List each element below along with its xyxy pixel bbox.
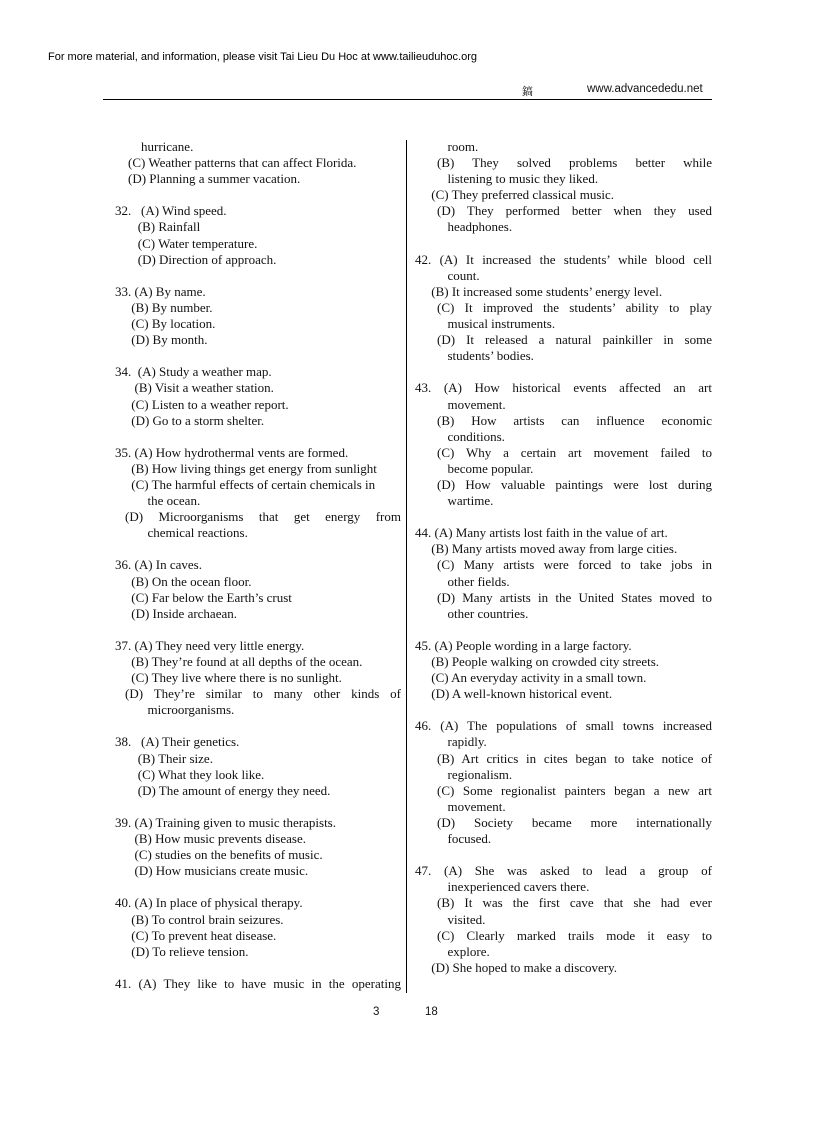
- line-gap: [415, 364, 712, 380]
- text-line: headphones.: [415, 219, 513, 235]
- site-banner: For more material, and information, please visit Tai Lieu Du Hoc at www.tailieuduhoc.org: [48, 51, 477, 63]
- text-line: (B) People walking on crowded city streets.: [415, 654, 660, 669]
- left-column: [115, 139, 401, 992]
- text-line: 42. (A) It increased the students’ while blood cell: [415, 251, 712, 267]
- text-line: (C) They live where there is no sunlight.: [115, 670, 342, 686]
- text-line: 34. (A) Study a weather map.: [115, 364, 272, 380]
- text-line: (D) Planning a summer vacation.: [115, 171, 301, 187]
- text-line: (C) Clearly marked trails mode it easy to: [437, 927, 712, 943]
- text-line: chemical reactions.: [115, 525, 248, 541]
- text-line: 40. (A) In place of physical therapy.: [115, 895, 303, 911]
- text-line: musical instruments.: [415, 316, 556, 332]
- line-gap: [115, 268, 401, 284]
- text-line: visited.: [415, 911, 486, 927]
- text-line: become popular.: [415, 460, 534, 476]
- text-line: 36. (A) In caves.: [115, 557, 202, 573]
- text-line: (B) Their size.: [115, 750, 213, 766]
- text-line: (B) To control brain seizures.: [115, 911, 284, 927]
- text-line: (C) An everyday activity in a small town.: [415, 670, 647, 686]
- text-line: (B) They’re found at all depths of the ocean.: [115, 654, 363, 669]
- header-rule: [103, 99, 712, 100]
- text-line: (D) Inside archaean.: [115, 605, 237, 621]
- text-line: 39. (A) Training given to music therapists.: [115, 814, 336, 830]
- text-line: 45. (A) People wording in a large factory.: [415, 637, 632, 653]
- text-line: (D) Go to a storm shelter.: [115, 412, 265, 428]
- text-line: hurricane.: [115, 139, 194, 154]
- line-gap: [415, 509, 712, 525]
- text-line: 41. (A) They like to have music in the operating: [115, 975, 401, 991]
- text-line: (B) How artists can influence economic: [437, 412, 712, 428]
- text-line: (B) Rainfall: [115, 219, 201, 235]
- text-line: (C) Weather patterns that can affect Florida.: [115, 155, 357, 171]
- text-line: (D) She hoped to make a discovery.: [415, 959, 618, 975]
- text-line: room.: [415, 139, 479, 154]
- text-line: focused.: [415, 831, 492, 847]
- text-line: 46. (A) The populations of small towns increased: [415, 718, 712, 734]
- text-line: 37. (A) They need very little energy.: [115, 637, 305, 653]
- column-divider: [406, 140, 407, 993]
- text-line: (D) How valuable paintings were lost during: [437, 476, 712, 492]
- text-line: microorganisms.: [115, 702, 235, 718]
- text-line: (D) It released a natural painkiller in some: [437, 332, 712, 348]
- text-line: (C) studies on the benefits of music.: [115, 847, 323, 863]
- text-line: other fields.: [415, 573, 510, 589]
- text-line: (C) To prevent heat disease.: [115, 927, 277, 943]
- text-line: (C) Many artists were forced to take jobs in: [437, 557, 712, 573]
- line-gap: [115, 187, 401, 203]
- text-line: 44. (A) Many artists lost faith in the value of art.: [415, 525, 668, 541]
- text-line: students’ bodies.: [415, 348, 534, 364]
- text-line: (C) Some regionalist painters began a new art: [437, 782, 712, 798]
- text-line: (D) They’re similar to many other kinds of: [125, 686, 401, 702]
- text-line: listening to music they liked.: [415, 171, 599, 187]
- text-line: (D) How musicians create music.: [115, 863, 309, 879]
- line-gap: [115, 960, 401, 976]
- line-gap: [415, 847, 712, 863]
- line-gap: [115, 348, 401, 364]
- text-line: (B) They solved problems better while: [437, 155, 712, 171]
- text-line: regionalism.: [415, 766, 513, 782]
- text-line: count.: [415, 267, 480, 283]
- page-number-right: 18: [425, 1006, 438, 1018]
- text-line: (D) Direction of approach.: [115, 251, 277, 267]
- text-line: (B) How living things get energy from sunlight: [115, 460, 377, 476]
- header-glyph: 鎬: [522, 85, 533, 98]
- text-line: wartime.: [415, 493, 494, 509]
- text-line: (C) Listen to a weather report.: [115, 396, 289, 412]
- line-gap: [115, 622, 401, 638]
- text-line: (C) They preferred classical music.: [415, 187, 615, 203]
- text-line: (D) By month.: [115, 332, 208, 348]
- right-column: [415, 139, 712, 976]
- text-line: (B) Art critics in cites began to take notice of: [437, 750, 712, 766]
- text-line: (B) Many artists moved away from large cities.: [415, 541, 678, 557]
- text-line: conditions.: [415, 428, 505, 444]
- text-line: the ocean.: [115, 493, 201, 509]
- text-line: (B) It increased some students’ energy level.: [415, 283, 663, 299]
- line-gap: [415, 622, 712, 638]
- text-line: 32. (A) Wind speed.: [115, 203, 227, 219]
- page-number-left: 3: [373, 1006, 380, 1018]
- text-line: 47. (A) She was asked to lead a group of: [415, 863, 712, 879]
- text-line: (B) Visit a weather station.: [115, 380, 274, 396]
- text-line: 43. (A) How historical events affected an art: [415, 380, 712, 396]
- text-line: (D) Microorganisms that get energy from: [125, 509, 401, 525]
- text-line: (C) What they look like.: [115, 766, 265, 782]
- text-line: (D) A well-known historical event.: [415, 686, 613, 702]
- text-line: (D) Society became more internationally: [437, 814, 712, 830]
- text-line: (B) It was the first cave that she had ever: [437, 895, 712, 911]
- text-line: (B) How music prevents disease.: [115, 831, 306, 847]
- text-line: other countries.: [415, 605, 529, 621]
- text-line: (C) The harmful effects of certain chemicals in: [115, 476, 376, 492]
- text-line: movement.: [415, 798, 506, 814]
- text-line: (D) Many artists in the United States moved to: [437, 589, 712, 605]
- text-line: explore.: [415, 943, 490, 959]
- line-gap: [415, 236, 712, 252]
- text-line: 35. (A) How hydrothermal vents are formed.: [115, 444, 349, 460]
- text-line: (D) To relieve tension.: [115, 943, 249, 959]
- line-gap: [115, 429, 401, 445]
- text-line: rapidly.: [415, 734, 487, 750]
- text-line: (C) Why a certain art movement failed to: [437, 444, 712, 460]
- text-line: (C) Far below the Earth’s crust: [115, 589, 292, 605]
- text-line: (B) By number.: [115, 299, 213, 315]
- text-line: (C) Water temperature.: [115, 235, 258, 251]
- text-line: (D) They performed better when they used: [437, 203, 712, 219]
- text-line: (B) On the ocean floor.: [115, 573, 252, 589]
- line-gap: [115, 879, 401, 895]
- line-gap: [415, 702, 712, 718]
- text-line: (C) By location.: [115, 316, 216, 332]
- text-line: (C) It improved the students’ ability to play: [437, 299, 712, 315]
- header-website: www.advancededu.net: [587, 83, 703, 95]
- line-gap: [115, 541, 401, 557]
- text-line: movement.: [415, 396, 506, 412]
- text-line: inexperienced cavers there.: [415, 879, 590, 895]
- text-line: 33. (A) By name.: [115, 283, 206, 299]
- text-line: (D) The amount of energy they need.: [115, 782, 331, 798]
- line-gap: [115, 718, 401, 734]
- text-line: 38. (A) Their genetics.: [115, 734, 240, 750]
- line-gap: [115, 799, 401, 815]
